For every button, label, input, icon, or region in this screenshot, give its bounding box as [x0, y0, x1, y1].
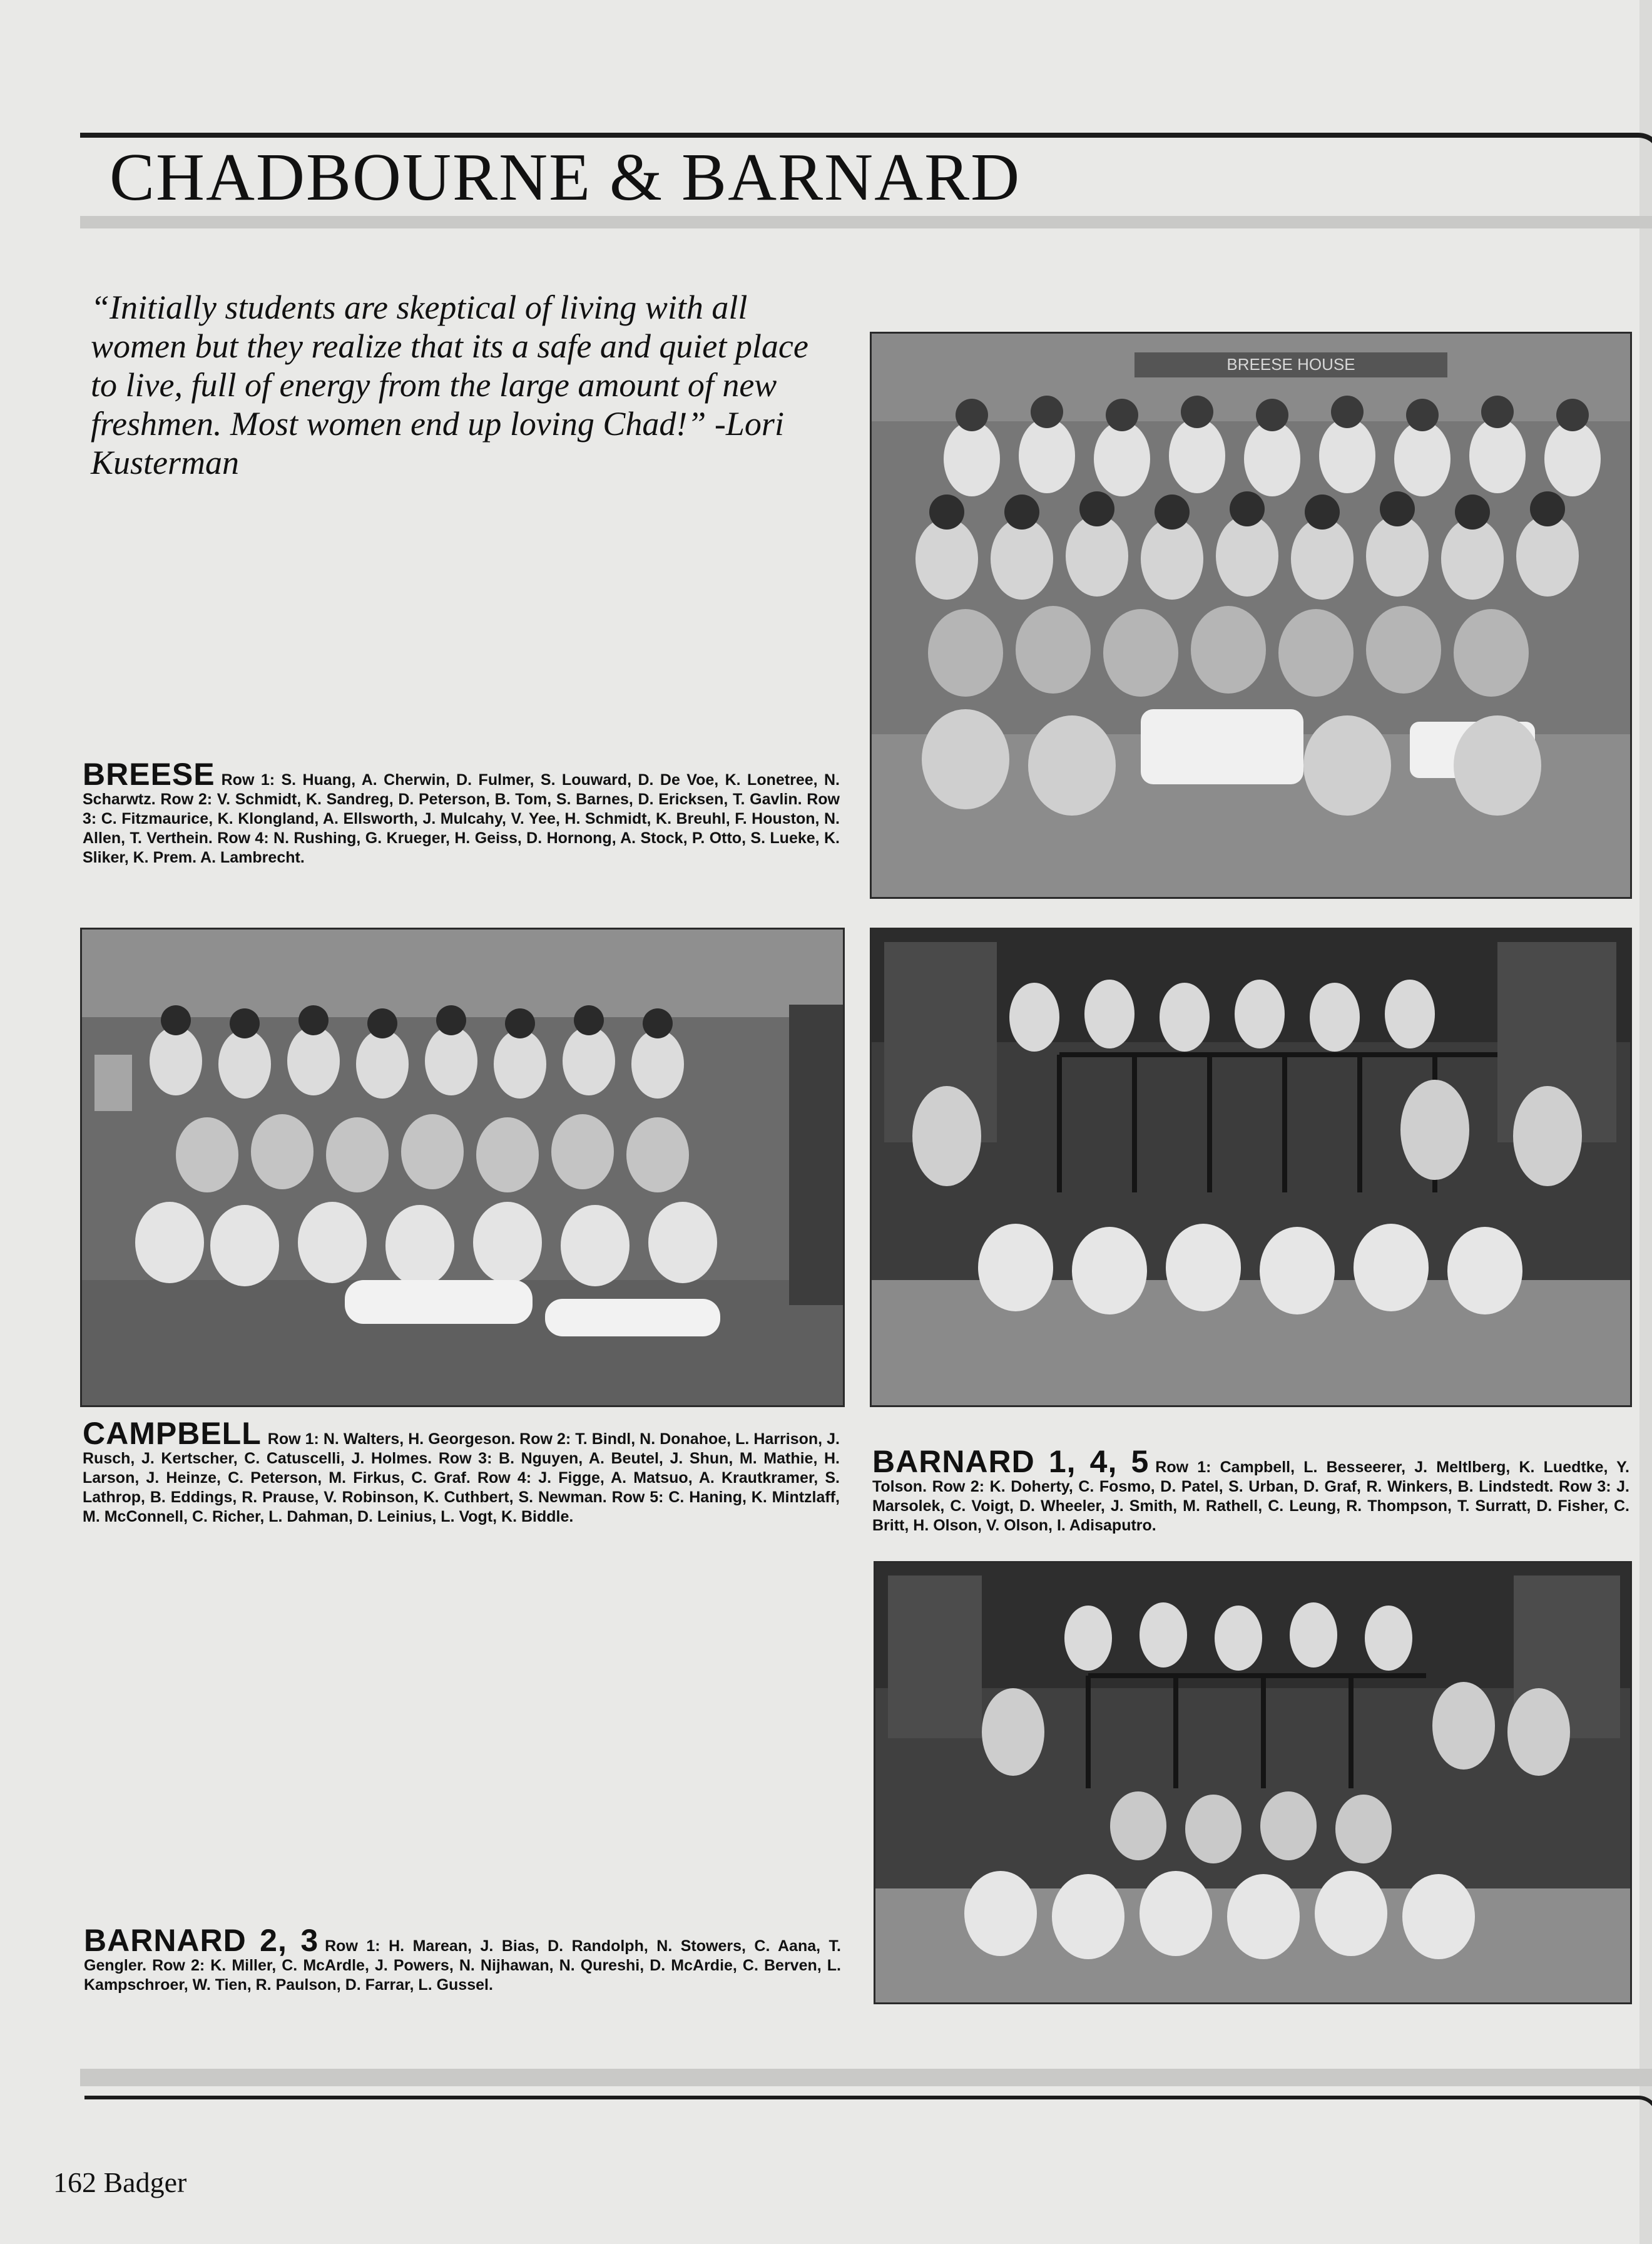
caption-barnard-1-4-5-head: BARNARD 1, 4, 5 — [872, 1444, 1150, 1479]
top-rule-corner — [1602, 133, 1652, 175]
page-folio: 162 Badger — [53, 2166, 187, 2198]
caption-barnard-2-3-head: BARNARD 2, 3 — [84, 1923, 319, 1958]
photo-barnard-2-3 — [874, 1561, 1632, 2004]
bottom-rule — [84, 2096, 1624, 2099]
caption-campbell-head: CAMPBELL — [83, 1416, 262, 1451]
caption-barnard-2-3-body: Row 1: H. Marean, J. Bias, D. Randolph, N. Stowers, C. Aana, T. Gengler. Row 2: K. Miller, C. McArdle, J. Powers, N. Nijhawan, N. Qureshi, D. McArdie, C. Berven, L. Kampschroer, W. Tien, R. Paulson, D. Farrar, L. Gussel. — [84, 1937, 841, 1994]
page-title: CHADBOURNE & BARNARD — [110, 140, 1021, 215]
bottom-band — [80, 2069, 1652, 2086]
caption-breese-head: BREESE — [83, 757, 215, 792]
photo-barnard-1-4-5 — [870, 928, 1632, 1407]
title-band — [80, 216, 1652, 228]
photo-breese — [870, 332, 1632, 899]
photo-campbell — [80, 928, 845, 1407]
caption-campbell — [83, 1416, 840, 1527]
breese-house-sign: BREESE HOUSE — [1226, 355, 1355, 374]
caption-barnard-2-3 — [84, 1923, 841, 1995]
bottom-rule-corner — [1599, 2096, 1652, 2124]
resident-quote: “Initially students are skeptical of living with all women but they realize that its a safe and quiet place to live, full of energy from the large amount of new freshmen. Most women end up loving Chad!” -Lori Kusterman — [91, 289, 808, 481]
caption-barnard-1-4-5-body: Row 1: Campbell, L. Besseerer, J. Meltlberg, K. Luedtke, Y. Tolson. Row 2: K. Doherty, C. Fosmo, D. Patel, S. Urban, D. Graf, R. Winkers, B. Lindstedt. Row 3: J. Marsolek, C. Voigt, D. Wheeler, J. Smith, M. Rathell, C. Leung, R. Thompson, T. Surratt, D. Fisher, C. Britt, H. Olson, V. Olson, I. Adisaputro. — [872, 1458, 1630, 1534]
top-rule — [80, 133, 1626, 138]
caption-barnard-1-4-5 — [872, 1444, 1630, 1535]
caption-breese-body: Row 1: S. Huang, A. Cherwin, D. Fulmer, S. Louward, D. De Voe, K. Lonetree, N. Scharwtz. Row 2: V. Schmidt, K. Sandreg, D. Peterson, B. Tom, S. Barnes, D. Ericksen, T. Gavlin. Row 3: C. Fitzmaurice, K. Klongland, A. Ellsworth, J. Mulcahy, V. Yee, H. Schmidt, K. Breuhl, F. Houston, N. Allen, T. Verthein. Row 4: N. Rushing, G. Krueger, H. Geiss, D. Hornong, A. Stock, P. Otto, S. Lueke, K. Sliker, K. Prem. A. Lambrecht. — [83, 771, 840, 866]
caption-campbell-body: Row 1: N. Walters, H. Georgeson. Row 2: T. Bindl, N. Donahoe, L. Harrison, J. Rusch, J. Kertscher, C. Catuscelli, J. Holmes. Row 3: B. Nguyen, A. Beutel, J. Shun, M. Mathie, H. Larson, J. Heinze, C. Peterson, M. Firkus, C. Graf. Row 4: J. Figge, A. Matsuo, A. Krautkramer, S. Lathrop, B. Eddings, R. Prause, V. Robinson, K. Cuthbert, S. Newman. Row 5: C. Haning, K. Mintzlaff, M. McConnell, C. Richer, L. Dahman, D. Leinius, L. Vogt, K. Biddle. — [83, 1430, 840, 1525]
caption-breese — [83, 757, 840, 868]
page-edge — [1639, 0, 1652, 2244]
